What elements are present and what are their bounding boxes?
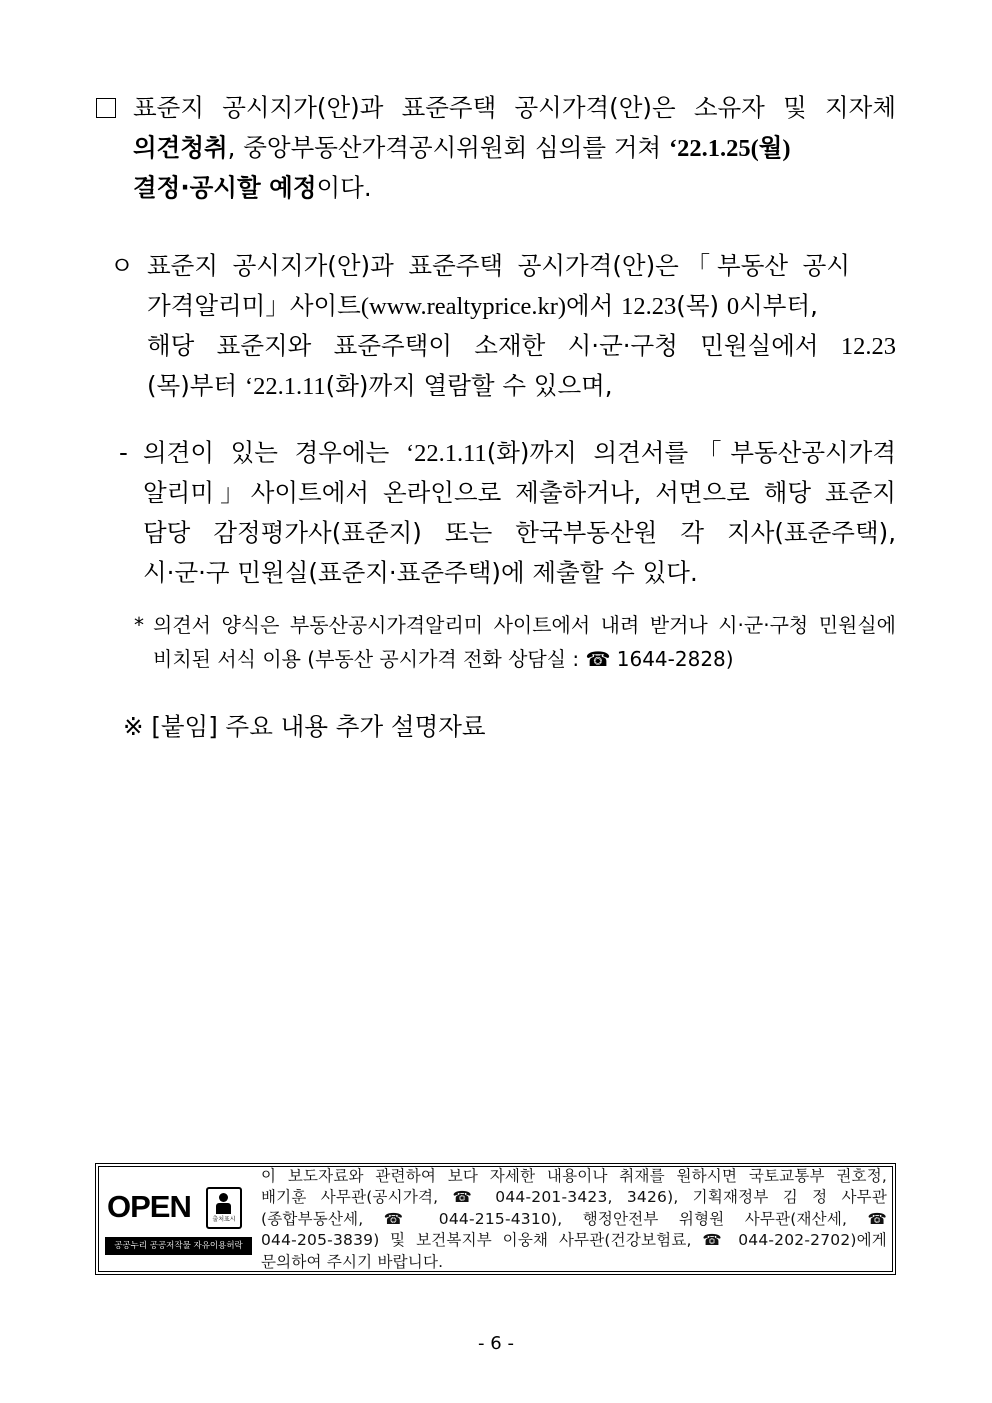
bullet-o-time: 0 (726, 293, 740, 320)
main-line-2-text: , 중앙부동산가격공시위원회 심의를 거쳐 (227, 133, 669, 162)
main-highlight-opinion: 의견청취 (133, 133, 228, 162)
bullet-o-line-4b: (화)까지 열람할 수 있으며, (325, 371, 613, 400)
contact-line-2: 배기훈 사무관(공시가격, ☎ 044-201-3423, 3426), 기획재정부 김 정 사무관 (261, 1188, 887, 1207)
bullet-o-marker: ㅇ (110, 251, 134, 280)
bullet-o-line-4 (147, 369, 613, 404)
attribution-badge-icon (206, 1187, 242, 1229)
website-url: (www.realtyprice.kr) (360, 293, 567, 320)
main-line-3 (133, 171, 372, 205)
attachment-note: ※ [붙임] 주요 내용 추가 설명자료 (123, 712, 486, 741)
bullet-dash-line-4: 시·군·구 민원실(표준지·표준주택)에 제출할 수 있다. (143, 558, 698, 587)
bullet-o-line-3 (147, 329, 896, 364)
badge-label: 출처표시 (212, 1216, 236, 1223)
main-line-3-text: 이다. (316, 173, 372, 202)
bullet-dash-line-1b: (화)까지 의견서를「부동산공시가격 (486, 438, 896, 467)
bullet-o-line-2d: 시부터, (739, 291, 818, 320)
note-marker: * (134, 613, 144, 637)
contact-inner-frame (98, 1166, 893, 1272)
bullet-dash-date: ‘22.1.11 (405, 440, 487, 467)
logo-open-text: OPEN (107, 1189, 191, 1224)
bullet-dash-line-2: 알리미」사이트에서 온라인으로 제출하거나, 서면으로 해당 표준지 (143, 478, 896, 507)
bullet-dash-line-1a: 의견이 있는 경우에는 (143, 438, 406, 467)
bullet-dash-marker: - (119, 438, 128, 467)
bullet-o-line-2 (147, 289, 818, 324)
bullet-o-date: 12.23 (621, 293, 677, 320)
main-line-1: 표준지 공시지가(안)과 표준주택 공시가격(안)은 소유자 및 지자체 (133, 93, 896, 122)
main-highlight-schedule: 결정·공시할 예정 (133, 173, 317, 202)
note-line-2: 비치된 서식 이용 (부동산 공시가격 전화 상담실 : ☎ 1644-2828) (153, 647, 734, 671)
contact-line-4: 044-205-3839) 및 보건복지부 이웅채 사무관(건강보험료, ☎ 044-202-2702)에게 (261, 1231, 887, 1250)
bullet-o-line-3a: 해당 표준지와 표준주택이 소재한 시·군·구청 민원실에서 (147, 331, 841, 360)
contact-box (95, 1163, 896, 1275)
page-number: - 6 - (478, 1333, 514, 1354)
bullet-o-line-3-date: 12.23 (840, 333, 896, 360)
main-announce-date: ‘22.1.25(월) (668, 135, 791, 162)
main-line-2 (133, 131, 791, 166)
contact-line-3: (종합부동산세, ☎ 044-215-4310), 행정안전부 위형원 사무관(재산세, ☎ (261, 1209, 887, 1228)
kogl-open-logo (105, 1185, 252, 1257)
bullet-o-line-2c: (목) (676, 291, 727, 320)
logo-caption: 공공누리 공공저작물 자유이용허락 (105, 1237, 252, 1255)
section-checkbox-marker (96, 98, 116, 118)
contact-line-5: 문의하여 주시기 바랍니다. (261, 1252, 444, 1271)
note-line-1: 의견서 양식은 부동산공시가격알리미 사이트에서 내려 받거나 시·군·구청 민원실에 (153, 613, 896, 637)
contact-line-1: 이 보도자료와 관련하여 보다 자세한 내용이나 취재를 원하시면 국토교통부 권호정, (261, 1167, 887, 1185)
bullet-o-line-2b: 에서 (566, 291, 622, 320)
bullet-o-line-2a: 가격알리미」사이트 (147, 291, 361, 320)
bullet-o-line-4a: (목)부터 (147, 371, 245, 400)
contact-text (261, 1166, 887, 1273)
bullet-o-line-4-date: ‘22.1.11 (244, 373, 326, 400)
bullet-o-line-1: 표준지 공시지가(안)과 표준주택 공시가격(안)은「부동산 공시 (147, 251, 850, 280)
bullet-dash-line-1 (143, 436, 896, 471)
bullet-dash-line-3: 담당 감정평가사(표준지) 또는 한국부동산원 각 지사(표준주택), (143, 518, 896, 547)
